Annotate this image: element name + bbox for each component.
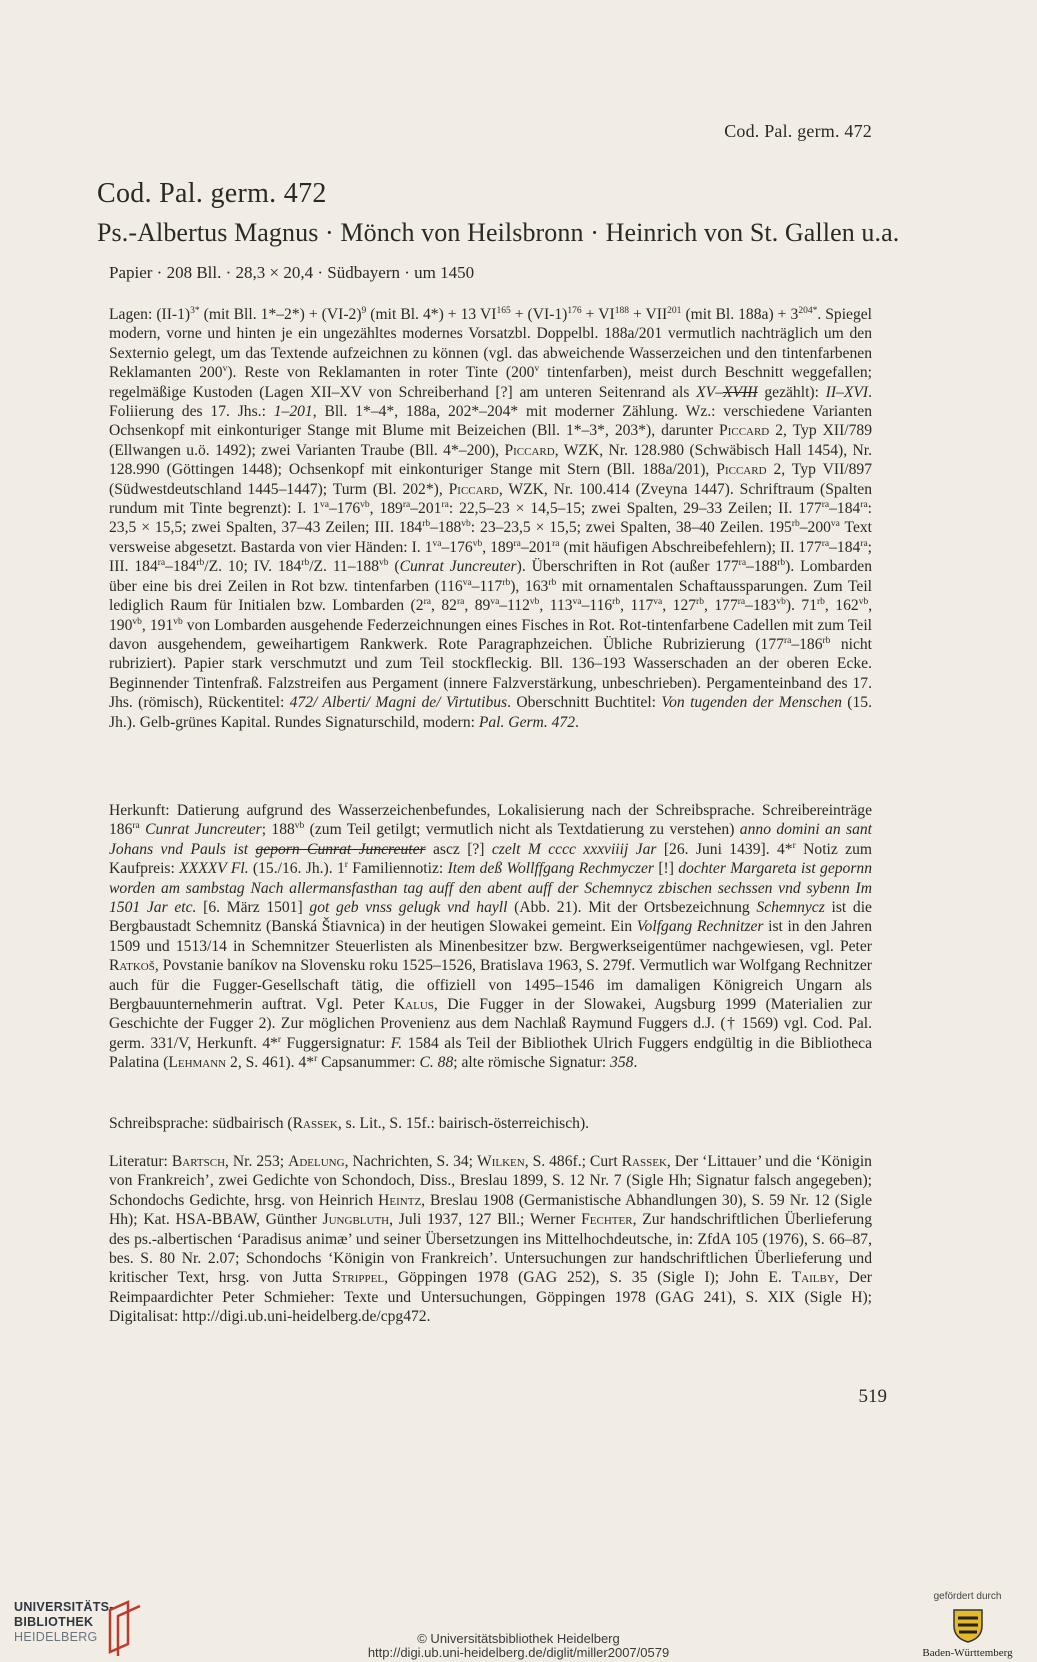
source-url[interactable]: http://digi.ub.uni-heidelberg.de/diglit/miller2007/0579: [367, 1645, 670, 1660]
paragraph-schreibsprache: Schreibsprache: südbairisch (Rassek, s. Lit., S. 15f.: bairisch-österreichisch).: [109, 1115, 590, 1132]
logo-line-2: BIBLIOTHEK: [14, 1615, 94, 1629]
coat-of-arms-icon: [951, 1606, 985, 1644]
paragraph-herkunft: Herkunft: Datierung aufgrund des Wasserzeichenbefundes, Lokalisierung nach der Schreibsprache. Schreibereinträge $186^{ra}$ Cunrat Juncreuter; $188^{vb}$ (zum Teil getilgt; vermutlich nicht als Textdatierung zu verstehen) anno domini an sant Johans vnd Pauls ist geporn Cunrat Juncreuter ascz [?] czelt M cccc xxxviiij Jar [26. Juni 1439]. 4*$^r$ Notiz zum Kaufpreis: XXXXV Fl. (15./16. Jh.). 1$^r$ Familiennotiz: Item deß Wollffgang Rechmyczer [!] dochter Margareta ist gepornn worden am sambstag Nach allermansfasthan tag auff den abent auff der Schemnycz zbischen sechssen vnd sybenn Im 1501 Jar etc. [6. März 1501] got geb vnss gelugk vnd hayll (Abb. 21). Mit der Ortsbezeichnung Schemnycz ist die Bergbaustadt Schemnitz (Banská Štiavnica) in der heutigen Slowakei gemeint. Ein Volfgang Rechnitzer ist in den Jahren 1509 und 1513/14 in Schemnitzer Steuerlisten als Minenbesitzer bzw. Bergwerkseigentümer nachgewiesen, vgl. Peter Ratkoš, Povstanie baníkov na Slovensku roku 1525–1526, Bratislava 1963, S. 279f. Vermutlich war Wolfgang Rechnitzer auch für die Fugger-Gesellschaft tätig, die offiziell von 1495–1546 im damaligen Königreich Ungarn als Bergbauunternehmerin auftrat. Vgl. Peter Kalus, Die Fugger in der Slowakei, Augsburg 1999 (Materialien zur Geschichte der Fugger 2). Zur möglichen Provenienz aus dem Nachlaß Raymund Fuggers d.J. († 1569) vgl. Cod. Pal. germ. 331/V, Herkunft. 4*$^r$ Fuggersignatur: F. 1584 als Teil der Bibliothek Ulrich Fuggers endgültig in die Bibliotheca Palatina (Lehmann 2, S. 461). 4*$^r$ Capsanummer: C. 88; alte römische Signatur: 358.: [109, 802, 873, 1072]
manuscript-title: Ps.-Albertus Magnus · Mönch von Heilsbronn · Heinrich von St. Gallen u.a.: [97, 218, 900, 247]
footer-credits: [0, 1632, 1037, 1660]
state-name: Baden-Württemberg: [922, 1647, 1013, 1659]
logo-line-3: HEIDELBERG: [14, 1630, 98, 1644]
manuscript-metadata: Papier · 208 Bll. · 28,3 × 20,4 · Südbayern · um 1450: [109, 263, 475, 282]
copyright-notice: © Universitätsbibliothek Heidelberg: [417, 1631, 620, 1646]
logo-line-1: UNIVERSITÄTS-: [14, 1600, 114, 1614]
funding-logo: [905, 1591, 1030, 1659]
running-head: Cod. Pal. germ. 472: [724, 121, 872, 141]
page-number: 519: [858, 1386, 887, 1407]
manuscript-shelfmark: Cod. Pal. germ. 472: [97, 178, 327, 209]
funded-by-label: gefördert durch: [933, 1591, 1002, 1602]
paragraph-lagen: Lagen: $(II-1)^{3*}$ (mit Bll. $1*-2*) + (VI-2)^9$ (mit Bl. 4*) + 13 $VI^{165} + (VI-1)^{176} + VI^{188} + VII^{201}$ (mit Bl. $188a) + 3^{204*}$. Spiegel modern, vorne und hinten je ein ungezähltes modernes Vorsatzbl. Doppelbl. 188a/201 vermutlich nachträglich um den Sexternio gelegt, um das Textende aufzeichnen zu können (vgl. das abweichende Wasserzeichen und den tintenfarbenen Reklamanten 200$^v$). Reste von Reklamanten in roter Tinte (200$^v$ tintenfarben), meist durch Beschnitt weggefallen; regelmäßige Kustoden (Lagen XII–XV von Schreiberhand [?] am unteren Seitenrand als XV–XVIII gezählt): II–XVI. Foliierung des 17. Jhs.: 1–201, Bll. 1*–4*, 188a, 202*–204* mit moderner Zählung. Wz.: verschiedene Varianten Ochsenkopf mit einkonturiger Stange mit Blume mit Beizeichen (Bll. 1*–3*, 203*), darunter Piccard 2, Typ XII/789 (Ellwangen u.ö. 1492); zwei Varianten Traube (Bll. 4*–200), Piccard, WZK, Nr. 128.980 (Schwäbisch Hall 1454), Nr. 128.990 (Göttingen 1448); Ochsenkopf mit einkonturiger Stange mit Stern (Bll. 188a/201), Piccard 2, Typ VII/897 (Südwestdeutschland 1445–1447); Turm (Bl. 202*), Piccard, WZK, Nr. 100.414 (Zveyna 1447). Schriftraum (Spalten rundum mit Tinte begrenzt): I. $1^{va}-176^{vb}$, $189^{ra}-201^{ra}$: 22,5–23 × 14,5–15; zwei Spalten, 29–33 Zeilen; II. $177^{ra}-184^{ra}$: 23,5 × 15,5; zwei Spalten, 37–43 Zeilen; III. $184^{rb}-188^{vb}$: 23–23,5 × 15,5; zwei Spalten, 38–40 Zeilen. $195^{rb}-200^{va}$ Text versweise abgesetzt. Bastarda von vier Händen: I. $1^{va}-176^{vb}$, $189^{ra}-201^{ra}$ (mit häufigen Abschreibefehlern); II. $177^{ra}-184^{ra}$; III. $184^{ra}-184^{rb}/Z$. 10; IV. $184^{rb}/Z$. $11-188^{vb}$ (Cunrat Juncreuter). Überschriften in Rot (außer $177^{ra}-188^{rb}$). Lombarden über eine bis drei Zeilen in Rot bzw. tintenfarben $(116^{va}-117^{rb})$, $163^{rb}$ mit ornamentalen Schaftaussparungen. Zum Teil lediglich Raum für Initialen bzw. Lombarden ($2^{ra}$, $82^{ra}$, $89^{va}-112^{vb}$, $113^{va}-116^{rb}$, $117^{va}$, $127^{rb}$, $177^{ra}-183^{vb}$). $71^{rb}$, $162^{vb}$, $190^{vb}$, $191^{vb}$ von Lombarden ausgehende Federzeichnungen eines Fisches in Rot. Rot-tintenfarbene Cadellen mit zum Teil davon ausgehendem, geweihartigem Rankwerk. Rote Paragraphzeichen. Übliche Rubrizierung ($177^{ra}-186^{rb}$ nicht rubriziert). Papier stark verschmutzt und zum Teil stockfleckig. Bll. 136–193 Wasserschaden an der oberen Ecke. Beginnender Tintenfraß. Falzstreifen aus Pergament (innere Falzverstärkung, unbeschrieben). Pergamenteinband des 17. Jhs. (römisch), Rückentitel: 472/ Alberti/ Magni de/ Virtutibus. Oberschnitt Buchtitel: Von tugenden der Menschen (15. Jh.). Gelb-grünes Kapital. Rundes Signaturschild, modern: Pal. Germ. 472.: [109, 305, 873, 731]
paragraph-literatur: Literatur: Bartsch, Nr. 253; Adelung, Nachrichten, S. 34; Wilken, S. 486f.; Curt Rassek, Der ‘Littauer’ und die ‘Königin von Frankreich’, zwei Gedichte von Schondoch, Diss., Breslau 1899, S. 12 Nr. 7 (Sigle Hh; Signatur falsch angegeben); Schondochs Gedichte, hrsg. von Heinrich Heintz, Breslau 1908 (Germanistische Abhandlungen 30), S. 59 Nr. 12 (Sigle Hh); Kat. HSA-BBAW, Günther Jungbluth, Juli 1937, 127 Bll.; Werner Fechter, Zur handschriftlichen Überlieferung des ps.-albertischen ‘Paradisus animæ’ und seiner Übersetzungen ins Mittelhochdeutsche, in: ZfdA 105 (1976), S. 66–87, bes. S. 80 Nr. 2.07; Schondochs ‘Königin von Frankreich’. Untersuchungen zur handschriftlichen Überlieferung und kritischer Text, hrsg. von Jutta Strippel, Göppingen 1978 (GAG 252), S. 35 (Sigle I); John E. Tailby, Der Reimpaardichter Peter Schmieher: Texte und Untersuchungen, Göppingen 1978 (GAG 241), S. XIX (Sigle H); Digitalisat: http://digi.ub.uni-heidelberg.de/cpg472.: [109, 1153, 872, 1326]
